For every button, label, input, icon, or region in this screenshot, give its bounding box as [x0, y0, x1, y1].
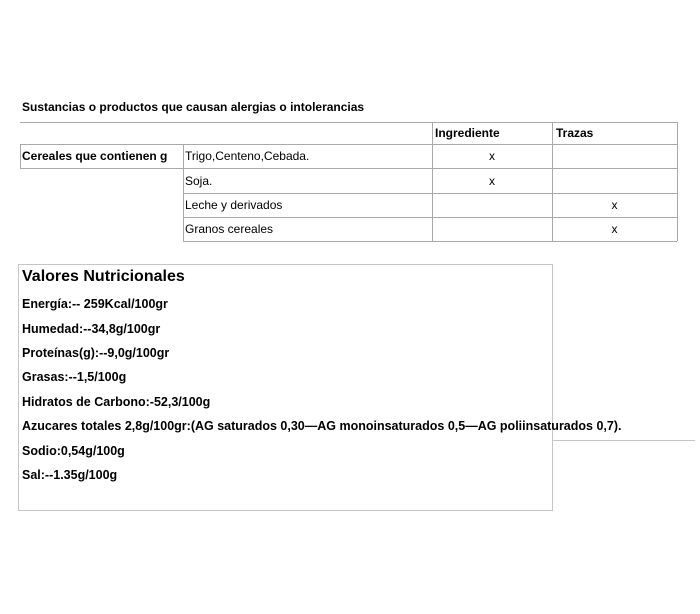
table-cell-traces-mark: x	[611, 198, 618, 212]
nutrition-line-energia: Energía:-- 259Kcal/100gr	[22, 297, 168, 311]
table-cell-substance: Trigo,Centeno,Cebada.	[185, 149, 310, 163]
nutrition-line-sodio: Sodio:0,54g/100g	[22, 444, 125, 458]
table-cell-substance: Granos cereales	[185, 222, 274, 236]
table-cell-traces-mark: x	[611, 222, 618, 236]
table-cell-substance: Leche y derivados	[185, 198, 283, 212]
nutrition-line-azucares: Azucares totales 2,8g/100gr:(AG saturados 0,30—AG monoinsaturados 0,5—AG poliinsaturados 0,7).	[22, 419, 622, 433]
nutrition-line-humedad: Humedad:--34,8g/100gr	[22, 322, 161, 336]
nutrition-line-grasas: Grasas:--1,5/100g	[22, 370, 127, 384]
nutrition-line-proteinas: Proteínas(g):--9,0g/100gr	[22, 346, 170, 360]
column-header-ingrediente: Ingrediente	[435, 126, 500, 140]
column-header-trazas: Trazas	[556, 126, 594, 140]
table-cell-ingredient-mark: x	[489, 173, 495, 188]
stray-border-segment	[553, 440, 695, 441]
table-cell-category: Cereales que contienen g	[22, 149, 168, 163]
table-border-left	[20, 144, 21, 168]
nutrition-line-hidratos: Hidratos de Carbono:-52,3/100g	[22, 395, 211, 409]
allergens-heading: Sustancias o productos que causan alergias o intolerancias	[22, 100, 365, 114]
nutrition-line-sal: Sal:--1.35g/100g	[22, 468, 118, 482]
table-cell-ingredient-mark: x	[489, 149, 495, 163]
table-cell-substance: Soja.	[185, 173, 213, 188]
table-border-right	[677, 122, 678, 241]
nutrition-title: Valores Nutricionales	[22, 268, 185, 285]
table-border-bottom	[183, 241, 677, 242]
table-border-col1	[183, 144, 184, 241]
